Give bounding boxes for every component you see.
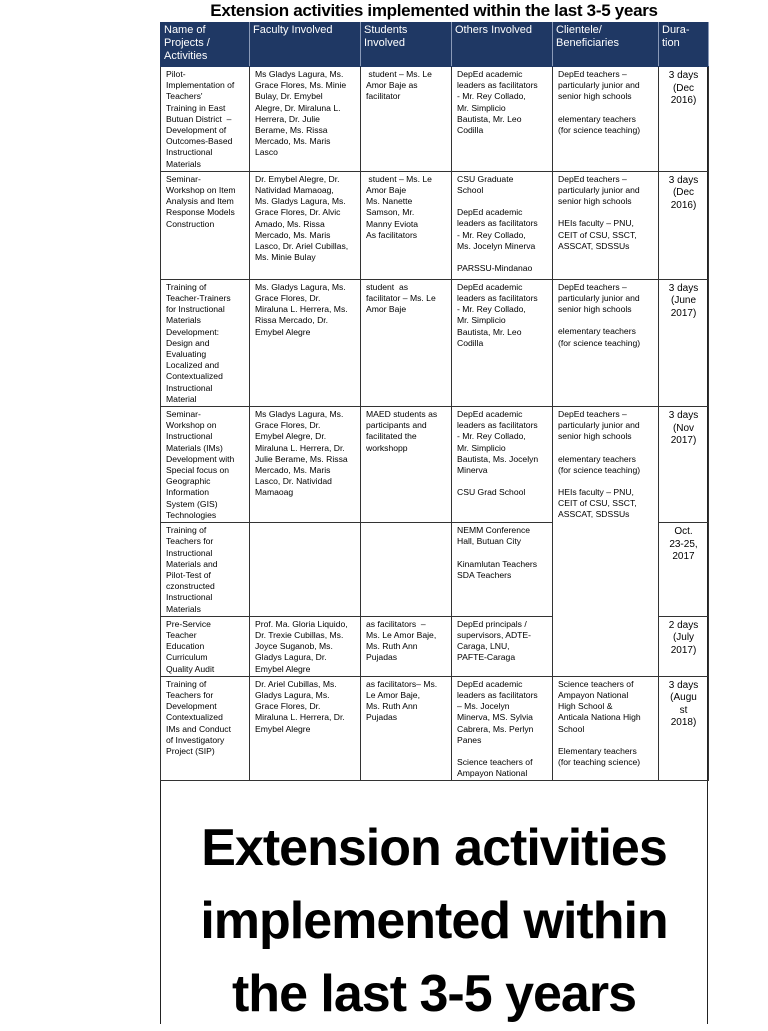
table-cell-duration [659, 407, 709, 523]
cell-line: Lasco [255, 147, 278, 158]
cell-spacer [457, 252, 549, 263]
cell-line: Workshop on Item [166, 185, 236, 196]
cell-line: Bautista, Mr. Leo [457, 326, 522, 337]
cell-line: facilitator – Ms. Le [366, 293, 436, 304]
cell-line: Instructional [166, 431, 213, 442]
cell-line: Grace Flores, Dr. Alvic [255, 207, 341, 218]
cell-line: (Augu [670, 692, 697, 704]
cell-line: Emybel Alegre [255, 663, 311, 674]
cell-line: Ms. Minie Bulay [255, 252, 316, 263]
cell-line: Mr. Simplicio [457, 442, 506, 453]
cell-line: 3 days [668, 174, 699, 186]
cell-line: Samson, Mr. [366, 207, 415, 218]
cell-line: elementary teachers [558, 113, 636, 124]
table-cell-clientele [553, 407, 659, 677]
cell-line: Kinamlutan Teachers [457, 558, 538, 569]
cell-line: (June [670, 295, 696, 307]
cell-line: Emybel Alegre, Dr. [255, 431, 327, 442]
table-cell-students [361, 407, 452, 523]
cell-line: PARSSU-Mindanao [457, 263, 533, 274]
column-header-clientele: Clientele/ Beneficiaries [553, 23, 659, 67]
table-cell-faculty [250, 676, 361, 781]
cell-line: Instructional [166, 547, 213, 558]
cell-line: Cabrera, Ms. Perlyn [457, 723, 534, 734]
cell-line: Grace Flores, Dr. [255, 701, 321, 712]
table-cell-name [161, 67, 250, 172]
table-cell-name [161, 279, 250, 406]
cell-line: czonstructed [166, 581, 215, 592]
cell-line: Instructional [166, 592, 213, 603]
cell-line: Mercado, Ms. Maris [255, 229, 331, 240]
cell-line: Grace Flores, Dr. [255, 293, 321, 304]
cell-line: Emybel Alegre [255, 723, 311, 734]
cell-line: Design and [166, 337, 210, 348]
table-cell-faculty [250, 279, 361, 406]
cell-spacer [558, 735, 655, 746]
cell-line: HEIs faculty – PNU, [558, 487, 634, 498]
table-cell-faculty [250, 67, 361, 172]
cell-line: Oct. [674, 526, 693, 538]
cell-line: Pre-Service [166, 618, 211, 629]
cell-line: Construction [166, 218, 215, 229]
table-cell-students [361, 67, 452, 172]
cell-line: 2017 [672, 551, 695, 563]
cell-line: As facilitators [366, 229, 418, 240]
cell-line: Emybel Alegre [255, 326, 311, 337]
table-cell-clientele [553, 676, 659, 781]
cell-line: particularly junior and [558, 80, 640, 91]
table-row [161, 407, 709, 523]
cell-line: participants and [366, 420, 427, 431]
cell-spacer [558, 443, 655, 454]
table-cell-others [452, 676, 553, 781]
cell-line: IMs and Conduct [166, 723, 231, 734]
cell-line: Materials [166, 158, 201, 169]
cell-line: (Nov [672, 422, 695, 434]
cell-line: Miraluna L. Herrera, Ms. [255, 304, 348, 315]
cell-line: DepEd academic [457, 207, 523, 218]
cell-line: Materials [166, 603, 201, 614]
cell-line: - Mr. Rey Collado, [457, 304, 526, 315]
cell-line: Implementation of [166, 80, 235, 91]
table-header-row [161, 23, 709, 67]
cell-line: NEMM Conference [457, 525, 531, 536]
cell-line: School [457, 185, 484, 196]
cell-line: Mercado, Ms. Maris [255, 465, 331, 476]
cell-line: senior high schools [558, 91, 632, 102]
cell-line: Evaluating [166, 349, 207, 360]
cell-line: Seminar- [166, 173, 201, 184]
column-header-duration: Dura-tion [659, 23, 709, 67]
column-header-name: Name of Projects / Activities [161, 23, 250, 67]
cell-line: Quality Audit [166, 663, 215, 674]
cell-line: particularly junior and [558, 293, 640, 304]
cell-line: Ms. Ruth Ann [366, 701, 418, 712]
table-cell-others [452, 616, 553, 676]
column-header-students: Students Involved [361, 23, 452, 67]
cell-line: Manny Eviota [366, 218, 419, 229]
cell-line: Gladys Lagura, Dr. [255, 652, 327, 663]
cell-line: leaders as facilitators [457, 218, 538, 229]
cell-line: leaders as facilitators [457, 420, 538, 431]
table-cell-others [452, 279, 553, 406]
cell-line: Alegre, Dr. Miraluna L. [255, 102, 341, 113]
cell-line: Elementary teachers [558, 745, 637, 756]
cell-spacer [457, 548, 549, 559]
page-title: Extension activities implemented within the last 3-5 years [210, 1, 658, 20]
cell-line: Ms. Jocelyn Minerva [457, 240, 536, 251]
cell-line: DepEd academic [457, 281, 523, 292]
cell-line: workshopp [366, 442, 408, 453]
cell-line: Bulay, Dr. Emybel [255, 91, 323, 102]
cell-line: supervisors, ADTE- [457, 629, 532, 640]
cell-line: Grace Flores, Dr. [255, 420, 321, 431]
cell-line: HEIs faculty – PNU, [558, 218, 634, 229]
table-cell-students [361, 171, 452, 279]
table-cell-students [361, 523, 452, 617]
cell-line: CSU Grad School [457, 487, 526, 498]
table-cell-duration [659, 616, 709, 676]
cell-line: as facilitators – [366, 618, 426, 629]
cell-line: Curriculum [166, 652, 208, 663]
cell-spacer [457, 746, 549, 757]
cell-line: DepEd academic [457, 409, 523, 420]
cell-line: Instructional [166, 382, 213, 393]
cell-line: Dr. Ariel Cubillas, Ms. [255, 678, 337, 689]
cell-line: Training of [166, 678, 207, 689]
cell-line: (for science teaching) [558, 124, 641, 135]
cell-line: Analysis and Item [166, 196, 234, 207]
cell-line: (Dec [672, 82, 695, 94]
cell-line: Hall, Butuan City [457, 536, 522, 547]
cell-line: Mr. Simplicio [457, 315, 506, 326]
cell-line: Contextualized [166, 371, 223, 382]
table-cell-name [161, 171, 250, 279]
cell-line: 3 days [668, 410, 699, 422]
cell-line: Seminar- [166, 409, 201, 420]
table-cell-duration [659, 171, 709, 279]
cell-line: Pujadas [366, 652, 398, 663]
cell-line: Pilot-Test of [166, 569, 211, 580]
cell-line: ASSCAT, SDSSUs [558, 240, 630, 251]
cell-line: (for science teaching) [558, 464, 641, 475]
cell-line: (July [672, 632, 695, 644]
bottom-title-line: the last 3-5 years [231, 965, 637, 1023]
cell-line: Julie Berame, Ms. Rissa [255, 453, 348, 464]
table-row [161, 279, 709, 406]
cell-line: Teacher-Trainers [166, 293, 231, 304]
table-cell-duration [659, 67, 709, 172]
cell-line: Joyce Suganob, Ms. [255, 641, 333, 652]
cell-line: 23-25, [669, 538, 698, 550]
cell-line: 2017) [670, 307, 697, 319]
table-cell-faculty [250, 616, 361, 676]
cell-line: Amor Baje [366, 185, 407, 196]
cell-line: Panes [457, 734, 482, 745]
cell-line: Science teachers of [558, 678, 634, 689]
table-cell-faculty [250, 407, 361, 523]
cell-line: student – Ms. Le [366, 173, 432, 184]
cell-line: Training of [166, 525, 207, 536]
table-cell-others [452, 523, 553, 617]
cell-spacer [457, 196, 549, 207]
cell-line: for Instructional [166, 304, 225, 315]
table-cell-faculty [250, 523, 361, 617]
table-cell-students [361, 279, 452, 406]
cell-line: Development [166, 701, 217, 712]
cell-line: Education [166, 641, 205, 652]
table-cell-clientele [553, 279, 659, 406]
cell-line: Mamaoag [255, 487, 294, 498]
cell-line: (for teaching science) [558, 756, 641, 767]
cell-line: Anticala Nationa High [558, 712, 641, 723]
cell-line: 2016) [670, 95, 697, 106]
cell-spacer [457, 476, 549, 487]
cell-line: Teachers' [166, 91, 203, 102]
cell-line: Grace Flores, Ms. Minie [255, 80, 347, 91]
cell-line: Ms. Nanette [366, 196, 413, 207]
cell-line: 3 days [668, 282, 699, 294]
cell-line: Bautista, Mr. Leo [457, 113, 522, 124]
cell-line: Le Amor Baje, [366, 689, 420, 700]
cell-line: High School & [558, 701, 613, 712]
cell-line: System (GIS) [166, 498, 218, 509]
cell-line: Outcomes-Based [166, 136, 233, 147]
cell-line: Teachers for [166, 536, 214, 547]
cell-line: Materials [166, 315, 201, 326]
cell-line: Berame, Ms. Rissa [255, 125, 328, 136]
cell-line: elementary teachers [558, 453, 636, 464]
cell-line: Contextualized [166, 712, 223, 723]
cell-line: particularly junior and [558, 420, 640, 431]
table-row [161, 171, 709, 279]
cell-line: Information [166, 487, 209, 498]
cell-line: leaders as facilitators [457, 293, 538, 304]
cell-line: Miraluna L. Herrera, Dr. [255, 712, 345, 723]
cell-line: senior high schools [558, 304, 632, 315]
cell-line: Miraluna L. Herrera, Dr. [255, 442, 345, 453]
cell-line: Minerva [457, 465, 488, 476]
cell-line: DepEd academic [457, 69, 523, 79]
cell-line: 2018) [670, 717, 697, 729]
cell-line: DepEd teachers – [558, 173, 627, 184]
cell-line: DepEd principals / [457, 618, 527, 629]
cell-line: as facilitators– Ms. [366, 678, 438, 689]
cell-line: Geographic [166, 476, 211, 487]
cell-line: Herrera, Dr. Julie [255, 113, 320, 124]
cell-line: particularly junior and [558, 185, 640, 196]
table-cell-name [161, 676, 250, 781]
cell-line: leaders as facilitators [457, 80, 538, 91]
cell-line: CEIT of CSU, SSCT, [558, 229, 637, 240]
cell-line: Amado, Ms. Rissa [255, 218, 325, 229]
cell-line: Ms. Ruth Ann [366, 641, 418, 652]
cell-line: Amor Baje as [366, 80, 418, 91]
table-cell-name [161, 616, 250, 676]
cell-line: Dr. Trexie Cubillas, Ms. [255, 629, 344, 640]
cell-line: of Investigatory [166, 734, 225, 745]
cell-line: Teacher [166, 629, 197, 640]
cell-line: Codilla [457, 337, 484, 348]
cell-line: - Mr. Rey Collado, [457, 91, 526, 102]
cell-line: senior high schools [558, 431, 632, 442]
cell-line: Mercado, Ms. Maris [255, 136, 331, 147]
cell-line: (Dec [672, 187, 695, 199]
cell-line: SDA Teachers [457, 569, 512, 580]
cell-line: elementary teachers [558, 326, 636, 337]
cell-line: Bautista, Ms. Jocelyn [457, 453, 539, 464]
cell-line: Ampayon National [558, 689, 629, 700]
cell-line: Ms Gladys Lagura, Ms. [255, 69, 344, 79]
cell-line: Codilla [457, 125, 484, 136]
column-header-others: Others Involved [452, 23, 553, 67]
cell-line: 2017) [670, 435, 697, 447]
cell-line: Ms. Le Amor Baje, [366, 629, 437, 640]
cell-line: Dr. Emybel Alegre, Dr. [255, 173, 340, 184]
cell-line: Mr. Simplicio [457, 102, 506, 113]
cell-line: (for science teaching) [558, 337, 641, 348]
cell-line: Lasco, Dr. Natividad [255, 476, 332, 487]
cell-line: 2 days [668, 619, 699, 631]
cell-line: Response Models [166, 207, 235, 218]
cell-line: DepEd academic [457, 678, 523, 689]
cell-line: Natividad Mamaoag, [255, 185, 334, 196]
cell-line: School [558, 723, 585, 734]
table-cell-clientele [553, 67, 659, 172]
cell-line: DepEd teachers – [558, 281, 627, 292]
cell-line: Workshop on [166, 420, 217, 431]
cell-line: Development with [166, 453, 235, 464]
extension-activities-table [160, 22, 709, 781]
table-cell-duration [659, 523, 709, 617]
cell-line: Ms. Gladys Lagura, Ms. [255, 196, 346, 207]
cell-line: 2016) [670, 199, 697, 211]
cell-line: student – Ms. Le [366, 69, 432, 79]
cell-spacer [558, 476, 655, 487]
cell-line: Ms Gladys Lagura, Ms. [255, 409, 344, 420]
cell-line: Butuan District – [166, 113, 232, 124]
cell-line: 3 days [668, 70, 699, 81]
cell-line: DepEd teachers – [558, 409, 627, 420]
cell-line: - Mr. Rey Collado, [457, 431, 526, 442]
cell-line: senior high schools [558, 196, 632, 207]
cell-line: CEIT of CSU, SSCT, [558, 498, 637, 509]
cell-line: Ampayon National [457, 768, 528, 779]
cell-line: Amor Baje [366, 304, 407, 315]
table-row [161, 676, 709, 781]
cell-line: - Mr. Rey Collado, [457, 229, 526, 240]
table-cell-others [452, 171, 553, 279]
cell-line: 3 days [668, 679, 699, 691]
cell-line: CSU Graduate [457, 173, 514, 184]
cell-line: Ms. Gladys Lagura, Ms. [255, 281, 346, 292]
table-cell-duration [659, 279, 709, 406]
bottom-title-line: implemented within [200, 892, 668, 950]
cell-line: Materials (IMs) [166, 442, 223, 453]
cell-spacer [558, 207, 655, 218]
cell-line: Technologies [166, 509, 217, 520]
cell-line: Special focus on [166, 465, 230, 476]
cell-line: MAED students as [366, 409, 438, 420]
cell-line: – Ms. Jocelyn [457, 701, 510, 712]
table-cell-duration [659, 676, 709, 781]
table-cell-others [452, 67, 553, 172]
cell-line: leaders as facilitators [457, 689, 538, 700]
table-cell-faculty [250, 171, 361, 279]
table-cell-students [361, 616, 452, 676]
column-header-faculty: Faculty Involved [250, 23, 361, 67]
cell-line: Development: [166, 326, 220, 337]
cell-line: Localized and [166, 360, 220, 371]
cell-line: Pujadas [366, 712, 398, 723]
cell-line: Rissa Mercado, Dr. [255, 315, 329, 326]
cell-line: DepEd teachers – [558, 69, 627, 79]
cell-line: Training of [166, 281, 207, 292]
cell-line: Pilot- [166, 69, 186, 79]
cell-line: Materials and [166, 558, 218, 569]
cell-line: Lasco, Dr. Ariel Cubillas, [255, 241, 349, 252]
cell-line: Minerva, MS. Sylvia [457, 712, 533, 723]
cell-line: facilitator [366, 91, 401, 102]
cell-line: Development of [166, 125, 227, 136]
table-cell-name [161, 523, 250, 617]
cell-spacer [558, 315, 655, 326]
cell-line: 2017) [670, 644, 697, 656]
cell-line: student as [366, 281, 409, 292]
cell-line: ASSCAT, SDSSUs [558, 509, 630, 520]
table-row [161, 67, 709, 172]
cell-line: facilitated the [366, 431, 417, 442]
cell-line: Caraga, LNU, [457, 641, 510, 652]
cell-line: st [679, 704, 688, 716]
bottom-title [160, 812, 708, 1031]
cell-line: Project (SIP) [166, 745, 215, 756]
cell-line: Science teachers of [457, 756, 533, 767]
bottom-title-line: Extension activities [201, 819, 667, 877]
cell-line: Prof. Ma. Gloria Liquido, [255, 618, 348, 629]
cell-line: Teachers for [166, 689, 214, 700]
table-cell-students [361, 676, 452, 781]
table-cell-name [161, 407, 250, 523]
cell-line: Material [166, 393, 197, 404]
cell-line: Gladys Lagura, Ms. [255, 689, 330, 700]
cell-line: Training in East [166, 102, 226, 113]
table-cell-others [452, 407, 553, 523]
cell-spacer [558, 103, 655, 114]
cell-line: Instructional [166, 147, 213, 158]
table-cell-clientele [553, 171, 659, 279]
cell-line: PAFTE-Caraga [457, 652, 516, 663]
